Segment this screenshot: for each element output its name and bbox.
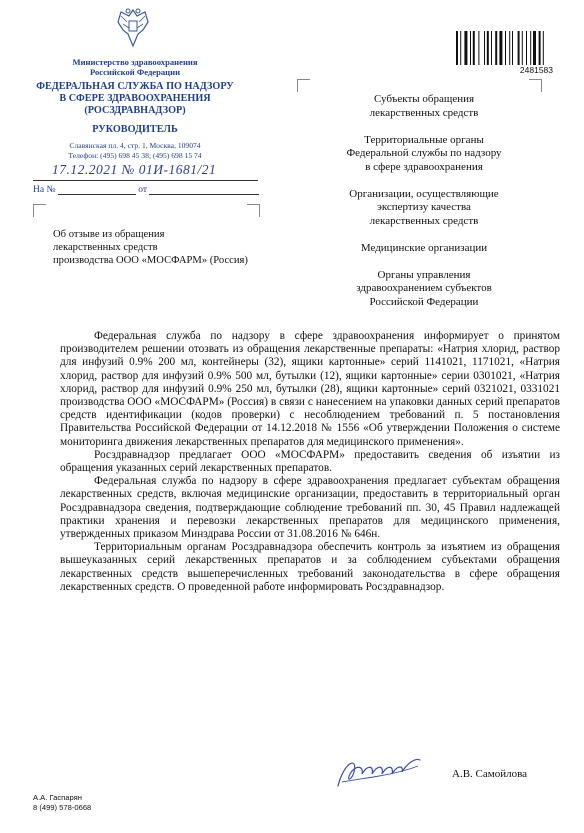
body-paragraph: Росздравнадзор предлагает ООО «МОСФАРМ» предоставить сведения об изъятии из обращения указанных серий лекарственных препаратов.	[60, 448, 560, 475]
subject-line: Об отзыве из обращения	[53, 229, 165, 240]
subject-bracket-right	[247, 204, 260, 217]
executor-phone: 8 (499) 578-0668	[33, 803, 92, 812]
ref-date-label: от	[138, 185, 148, 195]
executor-name: А.А. Гаспарян	[33, 793, 82, 802]
addressee-line: Российской Федерации	[369, 295, 479, 308]
phone-line: Телефон: (495) 698 45 38; (495) 698 15 74	[68, 150, 202, 160]
agency-line: ФЕДЕРАЛЬНАЯ СЛУЖБА ПО НАДЗОРУ	[36, 81, 234, 92]
addressee-line: Медицинские организации	[360, 241, 488, 254]
addressee-line: здравоохранением субъектов	[356, 282, 492, 294]
addressee-line: в сфере здравоохранения	[365, 160, 483, 173]
body-paragraph: Федеральная служба по надзору в сфере здравоохранения предлагает субъектам обращения лекарственных средств, включая медицинские организации, предоставить в территориальный орган Росздравнадзора сведения, подтверждающие соблюдение требований пп. 30, 45 Правил надлежащей практики хранения и перевозки лекарственных препаратов для медицинского применения, утвержденных приказом Минздрава России от 31.08.2016 № 646н.	[60, 475, 560, 541]
agency-address	[30, 141, 240, 160]
letter-body	[60, 330, 560, 594]
ministry-name	[40, 57, 230, 77]
addressee-line: Органы управления	[377, 268, 471, 281]
registration-number-handwritten: 17.12.2021 № 01И-1681/21	[52, 162, 217, 177]
addressee-line: Территориальные органы	[364, 133, 484, 146]
body-paragraph: Федеральная служба по надзору в сфере здравоохранения информирует о принятом производителем решении отозвать из обращения лекарственные препараты: «Натрия хлорид, раствор для инфузий 0.9% 200 мл, контейнеры (32), ящики картонные» серий 1141021, 1171021, «Натрия хлорид, раствор для инфузий 0.9% 500 мл, бутылки (12), ящики картонные» серии 0301021, «Натрия хлорид, раствор для инфузий 0.9% 250 мл, бутылки (28), ящики картонные» серий 0321021, 0331021 производства ООО «МОСФАРМ» (Россия) в связи с нанесением на упаковки данных серий препаратов средств идентификации (кодов проверки) с несоблюдением требований п. 5 постановления Правительства Российской Федерации от 14.12.2018 № 1556 «Об утверждении Положения о системе мониторинга движения лекарственных препаратов для медицинского применения».	[60, 330, 560, 448]
addressee-group	[318, 134, 530, 175]
agency-line: (РОСЗДРАВНАДЗОР)	[84, 105, 186, 116]
barcode-number: 2481583	[519, 65, 553, 75]
head-title: РУКОВОДИТЕЛЬ	[92, 124, 178, 135]
agency-name	[30, 81, 240, 117]
ministry-line: Министерство здравоохранения	[72, 57, 198, 67]
agency-line: В СФЕРЕ ЗДРАВООХРАНЕНИЯ	[59, 93, 211, 104]
addressee-line: Организации, осуществляющие	[349, 187, 499, 200]
addressee-list	[318, 93, 530, 323]
addressee-group	[318, 242, 530, 256]
address-bracket-left	[297, 79, 310, 92]
subject-line: производства ООО «МОСФАРМ» (Россия)	[53, 255, 248, 267]
address-bracket-right	[529, 79, 542, 92]
handwritten-signature-icon	[332, 752, 424, 792]
addressee-line: экспертизу качества	[377, 201, 471, 213]
addressee-line: лекарственных средств	[369, 106, 479, 119]
addressee-group	[318, 93, 530, 120]
addressee-group	[318, 269, 530, 310]
ref-number-blank	[58, 185, 136, 195]
addressee-line: Федеральной службы по надзору	[346, 147, 502, 159]
ref-number-label: На №	[33, 185, 56, 195]
address-line: Славянская пл. 4, стр. 1, Москва, 109074	[69, 141, 201, 150]
coat-of-arms-icon	[115, 6, 151, 48]
subject-bracket-left	[33, 204, 46, 217]
ministry-line: Российской Федерации	[89, 67, 181, 77]
registration-underline	[33, 180, 258, 181]
addressee-line: лекарственных средств	[369, 214, 479, 227]
subject-line: лекарственных средств	[53, 242, 158, 254]
letter-subject	[53, 228, 288, 268]
barcode-icon	[455, 31, 553, 65]
addressee-group	[318, 188, 530, 229]
reference-line	[33, 185, 259, 195]
addressee-line: Субъекты обращения	[373, 93, 475, 105]
executor-info	[33, 793, 91, 813]
ref-date-blank	[149, 185, 259, 195]
body-paragraph: Территориальным органам Росздравнадзора обеспечить контроль за изъятием из обращения вышеуказанных серий лекарственных препаратов и за соблюдением субъектами обращения лекарственных средств вышеперечисленных требований законодательства в сфере обращения лекарственных средств. О проведенной работе информировать Росздравнадзор.	[60, 541, 560, 593]
signer-name: А.В. Самойлова	[452, 768, 528, 780]
